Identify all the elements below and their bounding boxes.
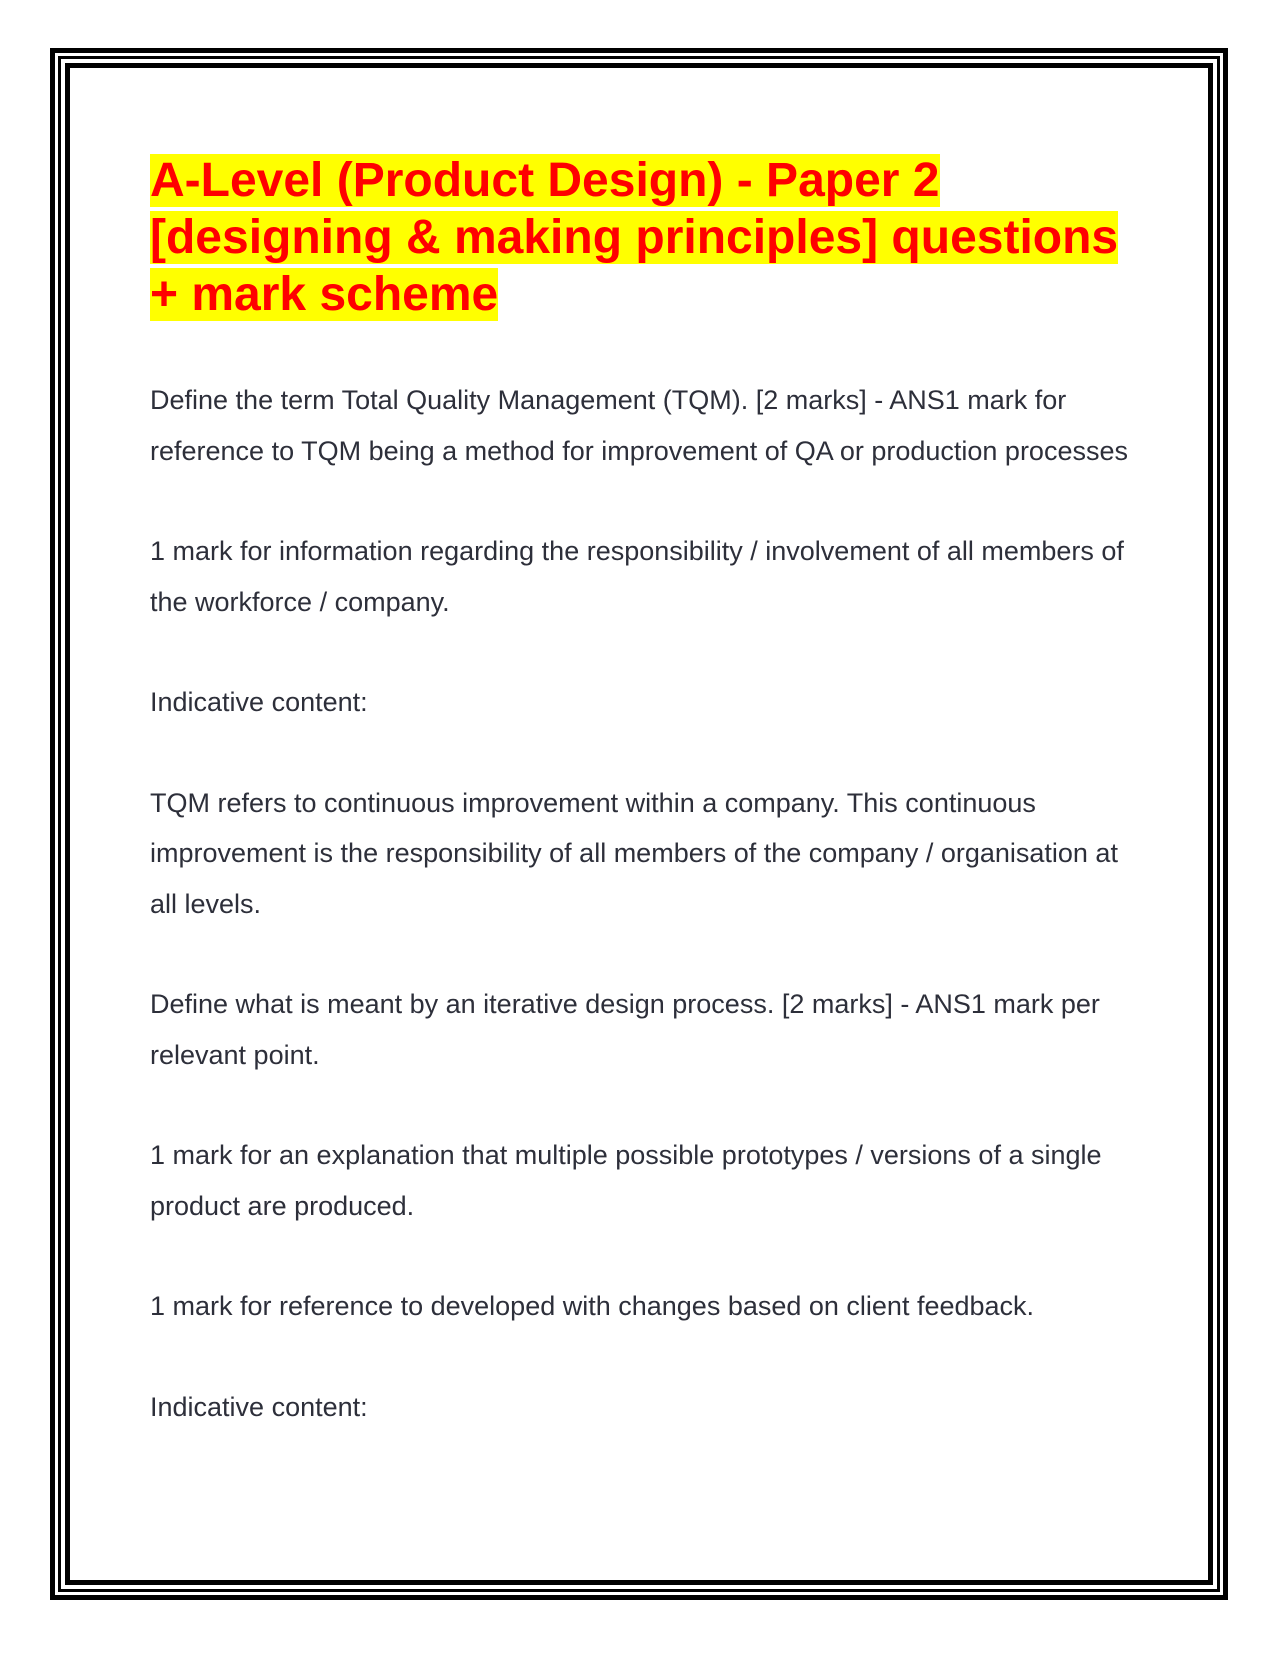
document-title-text: A-Level (Product Design) - Paper 2 [designing & making principles] questions + mark scheme: [150, 154, 1119, 321]
paragraph-iterative-mark-2: 1 mark for reference to developed with changes based on client feedback.: [150, 1291, 1035, 1321]
paragraph-indicative-heading-2: Indicative content:: [150, 1391, 368, 1422]
document-body: [150, 152, 1130, 1482]
document-title: [150, 152, 1130, 323]
paragraph-tqm-question: Define the term Total Quality Management (TQM). [2 marks] - ANS1 mark for reference to TQM being a method for improvement of QA or production processes: [150, 385, 1128, 466]
paragraph-iterative-mark-1: 1 mark for an explanation that multiple possible prototypes / versions of a single product are produced.: [150, 1140, 1102, 1221]
paragraph-indicative-heading-1: Indicative content:: [150, 687, 368, 717]
paragraph-list: [150, 375, 1130, 1432]
paragraph-tqm-indicative: TQM refers to continuous improvement within a company. This continuous improvement is the responsibility of all members of the company / organisation at all levels.: [150, 787, 1118, 919]
paragraph-iterative-question: Define what is meant by an iterative design process. [2 marks] - ANS1 mark per relevant point.: [150, 989, 1100, 1070]
paragraph-tqm-mark-2: 1 mark for information regarding the responsibility / involvement of all members of the workforce / company.: [150, 536, 1124, 617]
